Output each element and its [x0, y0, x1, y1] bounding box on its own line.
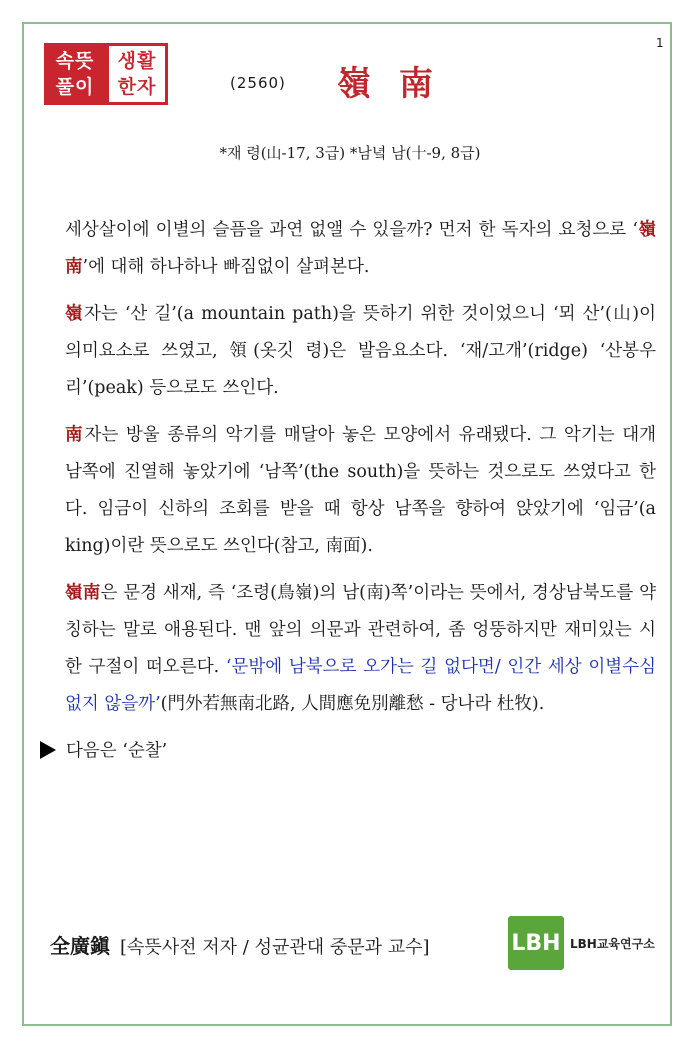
logo: [44, 43, 168, 105]
paragraph-2: [40, 296, 656, 407]
author-name: 全廣鎭: [50, 934, 110, 958]
logo-text: 생활: [117, 50, 157, 72]
article-body: [40, 212, 656, 770]
poem-quote: ‘문밖에 남북으로 오가는 길 없다면/ 인간 세상 이별수심 없지 않을까’: [65, 657, 656, 714]
term-highlight: 嶺南: [65, 220, 656, 277]
author-credit: [50, 930, 430, 959]
paragraph-text: 은 문경 새재, 즉 ‘조령(鳥嶺)의 남(南)쪽’이라는 뜻에서, 경상남북도를 약칭하는 말로 애용된다. 맨 앞의 의문과 관련하여, 좀 엉뚱하지만 재미있는 시 한 구절이 떠오른다.: [65, 583, 657, 677]
poem-source: (門外若無南北路, 人間應免別離愁 - 당나라 杜牧).: [160, 694, 545, 714]
triangle-right-icon: [40, 741, 56, 759]
paragraph-text: ’에 대해 하나하나 빠짐없이 살펴본다.: [82, 257, 370, 277]
char-highlight: 南: [65, 425, 85, 445]
paragraph-text: 자는 ‘산 길’(a mountain path)을 뜻하기 위한 것이었으니 ‘뫼 산’(山)이 의미요소로 쓰였고, 領(옷깃 령)은 발음요소다. ‘재/고개’(ridge) ‘산봉우리’(peak) 등으로도 쓰인다.: [65, 304, 657, 398]
paragraph-text: 세상살이에 이별의 슬픔을 과연 없앨 수 있을까? 먼저 한 독자의 요청으로 ‘: [65, 220, 638, 240]
logo-text: 풀이: [55, 76, 95, 98]
article-number: (2560): [230, 74, 286, 92]
subtitle: *재 령(山-17, 3급) *남녘 남(十-9, 8급): [219, 144, 481, 162]
paragraph-3: [40, 417, 656, 565]
lbh-mark: LBH: [508, 916, 564, 970]
paragraph-1: [40, 212, 656, 286]
logo-text: 한자: [117, 76, 157, 98]
logo-left: [44, 43, 106, 105]
paragraph-text: 자는 방울 종류의 악기를 매달아 놓은 모양에서 유래됐다. 그 악기는 대개 남쪽에 진열해 놓았기에 ‘남쪽’(the south)을 뜻하는 것으로도 쓰였다고 한다. 임금이 신하의 조회를 받을 때 항상 남쪽을 향하여 앉았기에 ‘임금’(a king)이란 뜻으로도 쓰인다(참고, 南面).: [65, 425, 657, 556]
term-highlight: 嶺南: [65, 583, 101, 603]
publisher-logo: [508, 916, 658, 970]
paragraph-4: [40, 575, 656, 723]
next-topic: [40, 733, 656, 770]
author-role: [속뜻사전 저자 / 성균관대 중문과 교수]: [120, 937, 430, 958]
char-highlight: 嶺: [65, 304, 84, 324]
page-number: 1: [656, 36, 664, 50]
logo-right: [106, 43, 168, 105]
page-title: 嶺 南: [337, 64, 441, 104]
publisher-name: LBH교육연구소: [570, 936, 655, 951]
logo-text: 속뜻: [55, 50, 95, 72]
next-topic-label: 다음은 ‘순찰’: [66, 741, 168, 761]
